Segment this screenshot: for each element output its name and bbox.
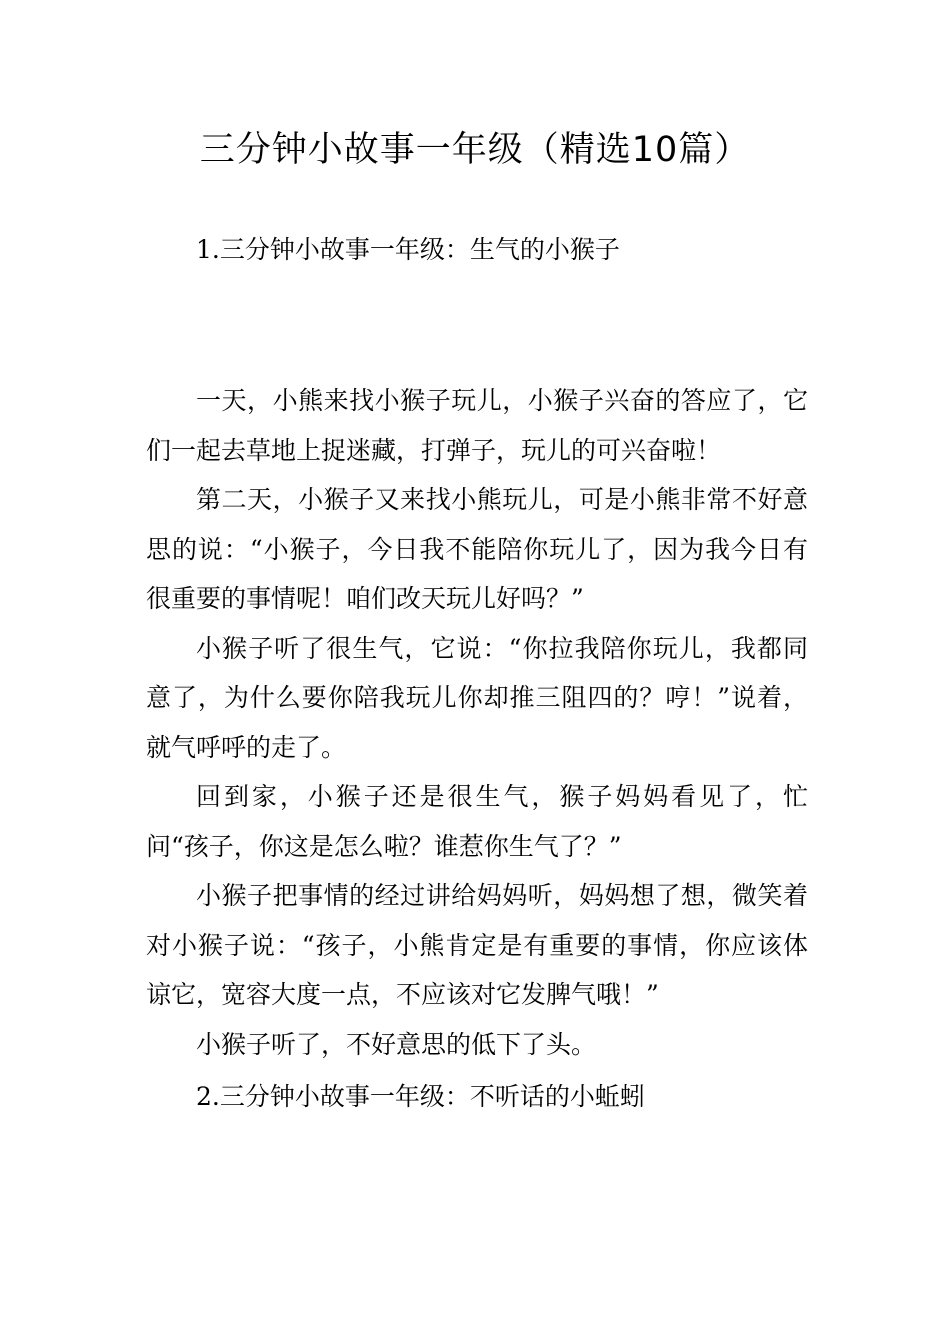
story-body (146, 376, 808, 1069)
document-title: 三分钟小故事一年级（精选10篇） (199, 130, 751, 170)
section-heading-1: 1.三分钟小故事一年级：生气的小猴子 (196, 235, 620, 264)
story-paragraph-4: 回到家，小猴子还是很生气，猴子妈妈看见了，忙问“孩子，你这是怎么啦？谁惹你生气了？” (146, 782, 808, 861)
section-heading-2: 2.三分钟小故事一年级：不听话的小蚯蚓 (196, 1082, 645, 1111)
story-paragraph-1: 一天，小熊来找小猴子玩儿，小猴子兴奋的答应了，它们一起去草地上捉迷藏，打弹子，玩儿的可兴奋啦！ (146, 386, 808, 465)
story-paragraph-2: 第二天，小猴子又来找小熊玩儿，可是小熊非常不好意思的说：“小猴子，今日我不能陪你玩儿了，因为我今日有很重要的事情呢！咱们改天玩儿好吗？” (146, 485, 808, 613)
story-paragraph-5: 小猴子把事情的经过讲给妈妈听，妈妈想了想，微笑着对小猴子说：“孩子，小熊肯定是有重要的事情，你应该体谅它，宽容大度一点，不应该对它发脾气哦！” (146, 881, 808, 1009)
story-paragraph-6: 小猴子听了，不好意思的低下了头。 (196, 1029, 597, 1059)
story-paragraph-3: 小猴子听了很生气，它说：“你拉我陪你玩儿，我都同意了，为什么要你陪我玩儿你却推三阻四的？哼！”说着，就气呼呼的走了。 (146, 633, 808, 762)
